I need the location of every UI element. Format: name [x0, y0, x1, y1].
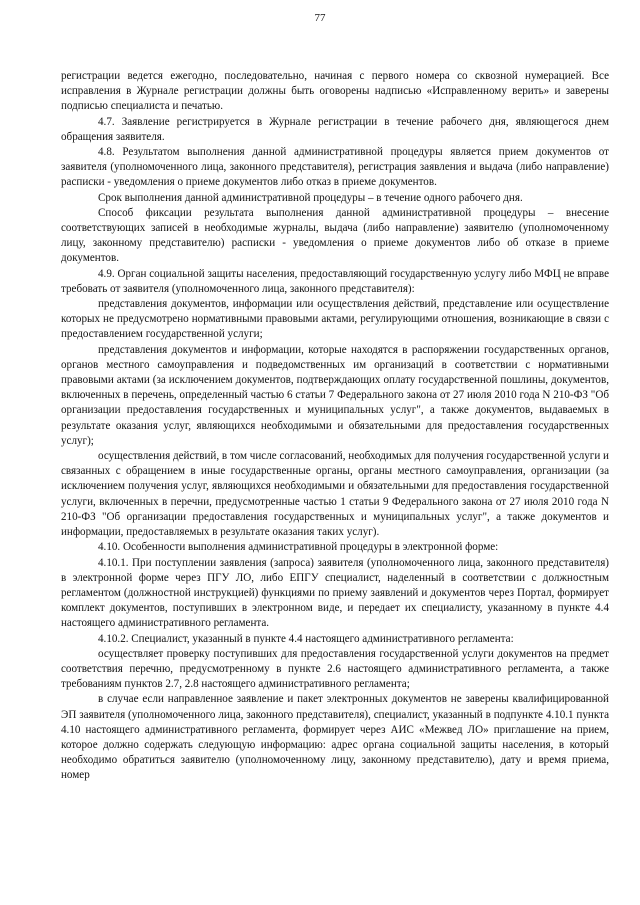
paragraph: осуществления действий, в том числе согласований, необходимых для получения государственной услуги и связанных с обращением в иные государственные органы, органы местного самоуправления, организации (за исключением получения услуг, являющихся необходимыми и обязательными для предоставления государственной услуги, включенных в перечни, предусмотренные частью 1 статьи 9 Федерального закона от 27 июля 2010 года N 210-ФЗ "Об организации предоставления государственных и муниципальных услуг", а также документов и информации, предоставляемых в результате оказания таких услуг).: [61, 450, 609, 539]
paragraph: в случае если направленное заявление и пакет электронных документов не заверены квалифицированной ЭП заявителя (уполномоченного лица, законного представителя), специалист, указанный в подпункте 4.10.1 пункта 4.10 настоящего административного регламента, формирует через АИС «Межвед ЛО» приглашение на прием, которое должно содержать следующую информацию: адрес органа социальной защиты населения, в который необходимо обратиться заявителю (уполномоченному лицу, законному представителю), дату и время приема, номер: [61, 693, 609, 782]
paragraph: 4.10.2. Специалист, указанный в пункте 4.4 настоящего административного регламента:: [98, 632, 514, 645]
document-body: [61, 69, 609, 784]
paragraph: Срок выполнения данной административной процедуры – в течение одного рабочего дня.: [98, 191, 523, 204]
paragraph: 4.8. Результатом выполнения данной административной процедуры является прием документов от заявителя (уполномоченного лица, законного представителя), регистрация заявления и выдача (либо направление) расписки - уведомления о приеме документов либо отказ в приеме документов.: [61, 146, 609, 189]
paragraph: представления документов и информации, которые находятся в распоряжении государственных органов, органов местного самоуправления и подведомственных им организаций в соответствии с нормативными правовыми актами (за исключением документов, подтверждающих оплату государственной пошлины, документов, включенных в перечень, определенный частью 6 статьи 7 Федерального закона от 27 июля 2010 года N 210-ФЗ "Об организации предоставления государственных и муниципальных услуг", а также документов, выдаваемых в результате оказания услуг, являющихся необходимыми и обязательными для предоставления государственных услуг);: [61, 343, 609, 447]
paragraph: 4.7. Заявление регистрируется в Журнале регистрации в течение рабочего дня, являющегося днем обращения заявителя.: [61, 115, 609, 143]
paragraph: 4.10.1. При поступлении заявления (запроса) заявителя (уполномоченного лица, законного представителя) в электронной форме через ПГУ ЛО, либо ЕПГУ специалист, наделенный в соответствии с должностным регламентом (должностной инструкцией) функциями по приему заявлений и документов через Портал, формирует комплект документов, поступивших в электронном виде, и передает их специалисту, указанному в пункте 4.4 настоящего административного регламента.: [61, 556, 609, 630]
paragraph: регистрации ведется ежегодно, последовательно, начиная с первого номера со сквозной нумерацией. Все исправления в Журнале регистрации должны быть оговорены надписью «Исправленному верить» и заверены подписью специалиста и печатью.: [61, 70, 609, 113]
paragraph: Способ фиксации результата выполнения данной административной процедуры – внесение соответствующих записей в необходимые журналы, выдача (либо направление) заявителю (уполномоченному лицу, законному представителю) расписки - уведомления о приеме документов либо об отказе в приеме документов.: [61, 206, 609, 265]
paragraph: представления документов, информации или осуществления действий, представление или осуществление которых не предусмотрено нормативными правовыми актами, регулирующими отношения, возникающие в связи с предоставлением государственной услуги;: [61, 298, 609, 341]
page-number: 77: [314, 12, 326, 24]
paragraph: осуществляет проверку поступивших для предоставления государственной услуги документов на предмет соответствия перечню, предусмотренному в пункте 2.6 настоящего административного регламента, а также требованиям пунктов 2.7, 2.8 настоящего административного регламента;: [61, 647, 609, 691]
paragraph: 4.9. Орган социальной защиты населения, предоставляющий государственную услугу либо МФЦ не вправе требовать от заявителя (уполномоченного лица, законного представителя):: [61, 267, 609, 295]
paragraph: 4.10. Особенности выполнения административной процедуры в электронной форме:: [98, 541, 499, 554]
